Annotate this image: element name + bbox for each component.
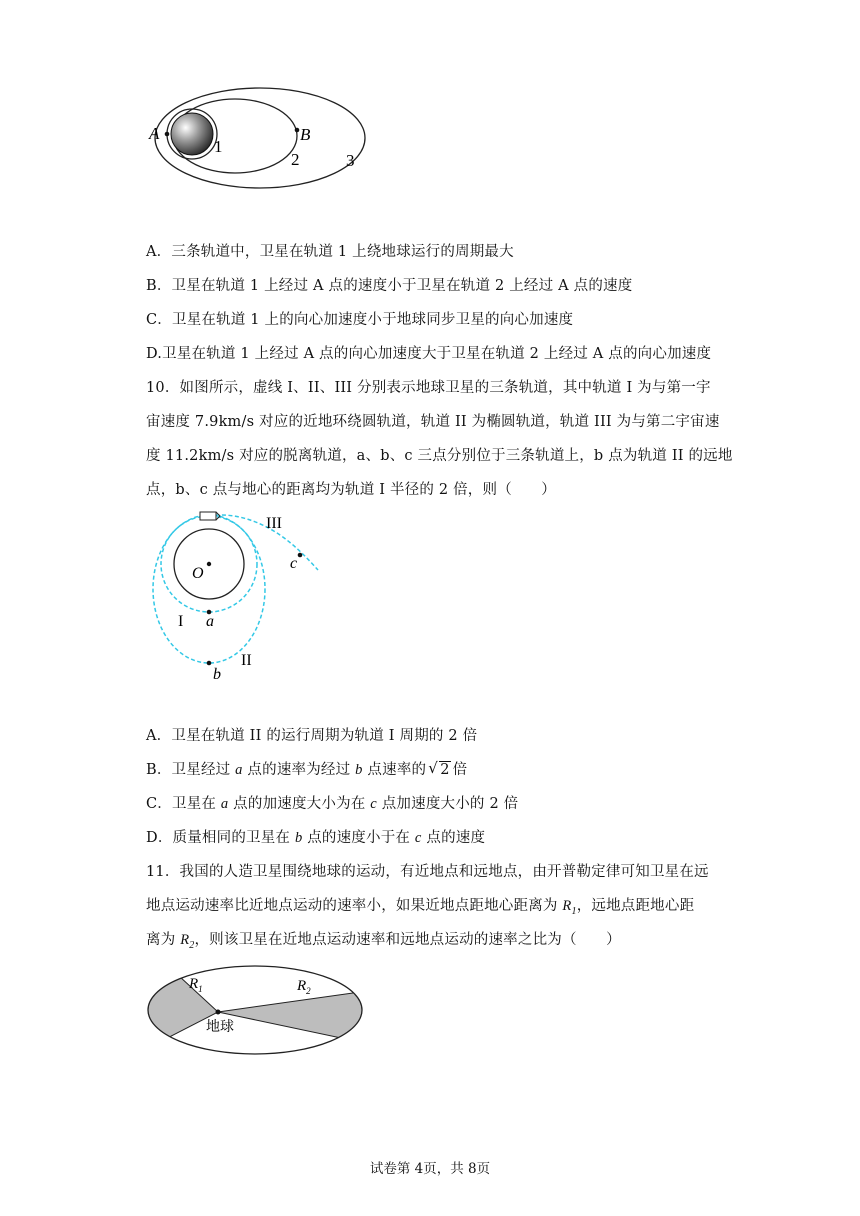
- q10-option-d-post: 点的速度: [421, 830, 486, 846]
- kepler-figure: [140, 962, 370, 1062]
- q10-option-b-b: b: [355, 762, 363, 778]
- earth: [171, 113, 213, 155]
- q10-option-d-c: c: [414, 830, 422, 846]
- label-III: III: [266, 515, 282, 532]
- label-orbit-3: 3: [346, 151, 355, 170]
- page-footer: 试卷第 4页，共 8页: [369, 1161, 491, 1177]
- label-B: B: [300, 125, 311, 144]
- label-I: I: [178, 613, 184, 630]
- q10-option-d-mid: 点的速度小于在: [302, 830, 415, 846]
- satellite-icon: [200, 512, 216, 520]
- q10-option-b-pre: B．卫星经过: [146, 762, 236, 778]
- q11-line3-pre: 离为: [146, 932, 181, 948]
- q11-line2-post: ，远地点距地心距: [576, 898, 695, 914]
- q9-option-c: C．卫星在轨道 1 上的向心加速度小于地球同步卫星的向心加速度: [146, 312, 574, 328]
- label-orbit-1: 1: [214, 137, 223, 156]
- q10-option-c: [146, 794, 518, 814]
- q10-option-b: [146, 760, 467, 780]
- q10-option-b-post: 倍: [452, 762, 468, 778]
- label-orbit-2: 2: [291, 150, 300, 169]
- sector-apogee: [218, 992, 370, 1042]
- q10-option-d-pre: D．质量相同的卫星在: [146, 830, 295, 846]
- q10-option-c-post: 点加速度大小的 2 倍: [376, 796, 519, 812]
- sector-perigee: [140, 964, 218, 1052]
- q11-R2-sub: 2: [189, 939, 195, 951]
- q9-option-b: B．卫星在轨道 1 上经过 A 点的速度小于卫星在轨道 2 上经过 A 点的速度: [146, 278, 633, 294]
- q11-R1-sub: 1: [571, 905, 577, 917]
- q9-option-a: A．三条轨道中，卫星在轨道 1 上绕地球运行的周期最大: [146, 244, 514, 260]
- sqrt-radicand: 2: [440, 762, 450, 778]
- q11-line2-pre: 地点运动速率比近地点运动的速率小，如果近地点距地心距离为: [146, 898, 563, 914]
- point-B: [295, 128, 300, 133]
- orbit-III: [209, 515, 318, 570]
- q11-R1: R: [562, 898, 572, 914]
- q11-stem-line-1: 11．我国的人造卫星围绕地球的运动，有近地点和远地点，由开普勒定律可知卫星在远: [146, 864, 709, 880]
- q10-option-c-mid: 点的加速度大小为在: [228, 796, 371, 812]
- q10-option-c-a: a: [220, 796, 229, 812]
- earth-point: [216, 1010, 221, 1015]
- q10-option-d: [146, 828, 485, 848]
- q9-option-d: D.卫星在轨道 1 上经过 A 点的向心加速度大于卫星在轨道 2 上经过 A 点的向心加速度: [146, 346, 712, 362]
- q10-option-a: A．卫星在轨道 II 的运行周期为轨道 I 周期的 2 倍: [146, 728, 478, 744]
- q10-stem-line-3: 度 11.2km/s 对应的脱离轨道，a、b、c 三点分别位于三条轨道上，b 点为轨道 II 的远地: [146, 448, 733, 464]
- label-A: A: [149, 124, 160, 143]
- q10-stem-line-2: 宙速度 7.9km/s 对应的近地环绕圆轨道，轨道 II 为椭圆轨道，轨道 III 为与第二宇宙速: [146, 414, 720, 430]
- label-c: c: [290, 555, 298, 572]
- label-R2: $R_2$: [297, 978, 311, 996]
- q10-option-b-mid2: 点速率的: [362, 762, 427, 778]
- q10-option-d-b: b: [294, 830, 303, 846]
- q11-stem-line-2: [146, 896, 694, 922]
- sqrt-2: √ 2: [428, 759, 450, 778]
- q10-option-c-c: c: [370, 796, 377, 812]
- label-R1: $R_1$: [189, 976, 203, 994]
- orbit-figure-1: [140, 90, 380, 205]
- earth-center: [207, 562, 211, 566]
- label-b: b: [213, 666, 221, 683]
- q10-stem-line-4: 点，b、c 点与地心的距离均为轨道 I 半径的 2 倍，则（ ）: [146, 482, 556, 498]
- q10-option-b-a: a: [235, 762, 243, 778]
- q10-stem-line-1: 10．如图所示，虚线 I、II、III 分别表示地球卫星的三条轨道，其中轨道 I 为与第一宇: [146, 380, 711, 396]
- label-II: II: [241, 652, 252, 669]
- point-b: [207, 661, 212, 666]
- q10-option-b-mid: 点的速率为经过: [242, 762, 356, 778]
- label-a: a: [206, 613, 214, 630]
- label-O: O: [192, 565, 204, 582]
- q11-stem-line-3: [146, 930, 621, 956]
- label-earth: 地球: [206, 1019, 234, 1035]
- q11-line3-post: ，则该卫星在近地点运动速率和远地点运动的速率之比为（ ）: [194, 932, 621, 948]
- orbit-figure-2: [140, 505, 340, 690]
- q10-option-c-pre: C．卫星在: [146, 796, 221, 812]
- point-A: [165, 132, 170, 137]
- orbit-II: [153, 515, 265, 663]
- point-c: [298, 553, 303, 558]
- q11-R2: R: [180, 932, 190, 948]
